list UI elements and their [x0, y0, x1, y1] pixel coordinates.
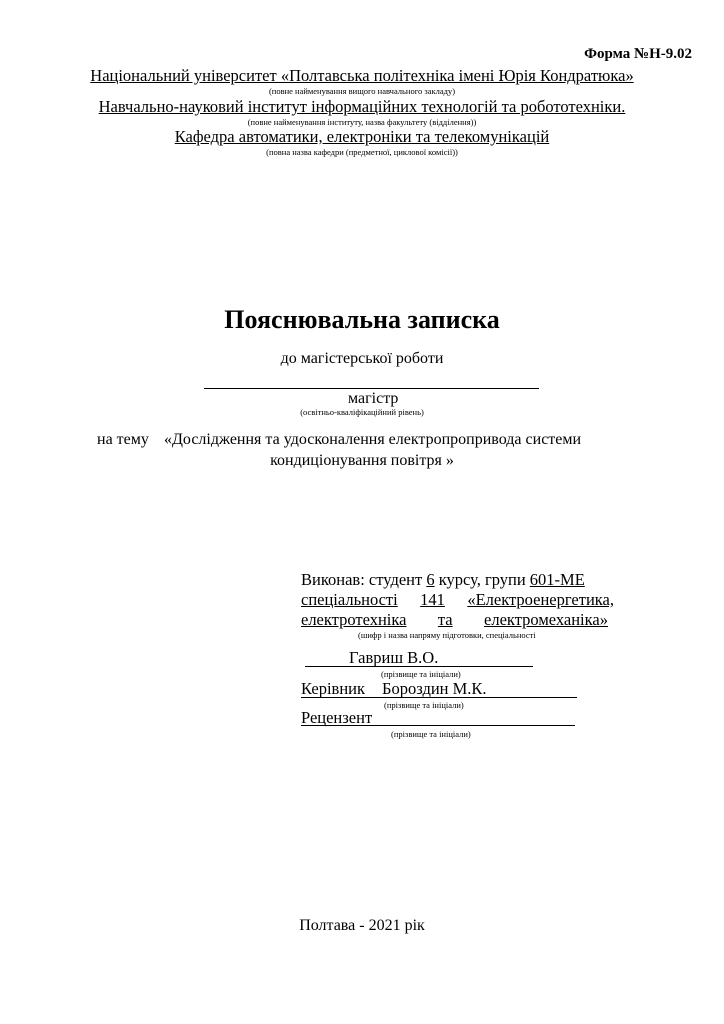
department-name: Кафедра автоматики, електроніки та телекомунікацій [174, 127, 550, 146]
city-year: Полтава - 2021 рік [299, 917, 425, 934]
form-code: Форма №Н-9.02 [584, 46, 692, 62]
specialty-caption: (шифр і назва напряму підготовки, спеціальності [358, 630, 536, 640]
reviewer-label: Рецензент [301, 708, 373, 727]
topic-prefix: на тему [97, 431, 149, 448]
course-number: 6 [426, 570, 435, 589]
document-subtitle: до магістерської роботи [280, 350, 444, 367]
student-name: Гавриш В.О. [349, 648, 439, 667]
level-caption: (освітньо-кваліфікаційний рівень) [300, 407, 424, 417]
author-line-1: Виконав: студент 6 курсу, групи 601-МЕ [301, 570, 585, 589]
student-caption: (прізвище та ініціали) [381, 669, 461, 679]
specialty-line-2: електротехніка та електромеханіка» [301, 610, 608, 629]
topic-line-1: «Дослідження та удосконалення електропропривода системи [164, 431, 582, 448]
university-caption: (повне найменування вищого навчального закладу) [268, 86, 456, 96]
specialty-line-1: спеціальності 141 «Електроенергетика, [301, 590, 614, 609]
supervisor-label: Керівник [301, 679, 366, 698]
group-code: 601-МЕ [529, 570, 585, 589]
topic-line-2: кондиціонування повітря » [270, 452, 454, 469]
document-title: Пояснювальна записка [224, 305, 500, 334]
level-underline [204, 388, 539, 389]
university-name: Національний університет «Полтавська політехніка імені Юрія Кондратюка» [90, 66, 634, 85]
qualification-level: магістр [348, 390, 399, 407]
reviewer-caption: (прізвище та ініціали) [391, 729, 471, 739]
supervisor-caption: (прізвище та ініціали) [384, 700, 464, 710]
department-caption: (повна назва кафедри (предметної, циклової комісії)) [266, 147, 458, 157]
institute-name: Навчально-науковий інститут інформаційних технологій та робототехніки. [98, 97, 626, 116]
supervisor-name: Бороздин М.К. [382, 679, 487, 698]
institute-caption: (повне найменування інституту, назва факультету (відділення)) [247, 117, 477, 127]
